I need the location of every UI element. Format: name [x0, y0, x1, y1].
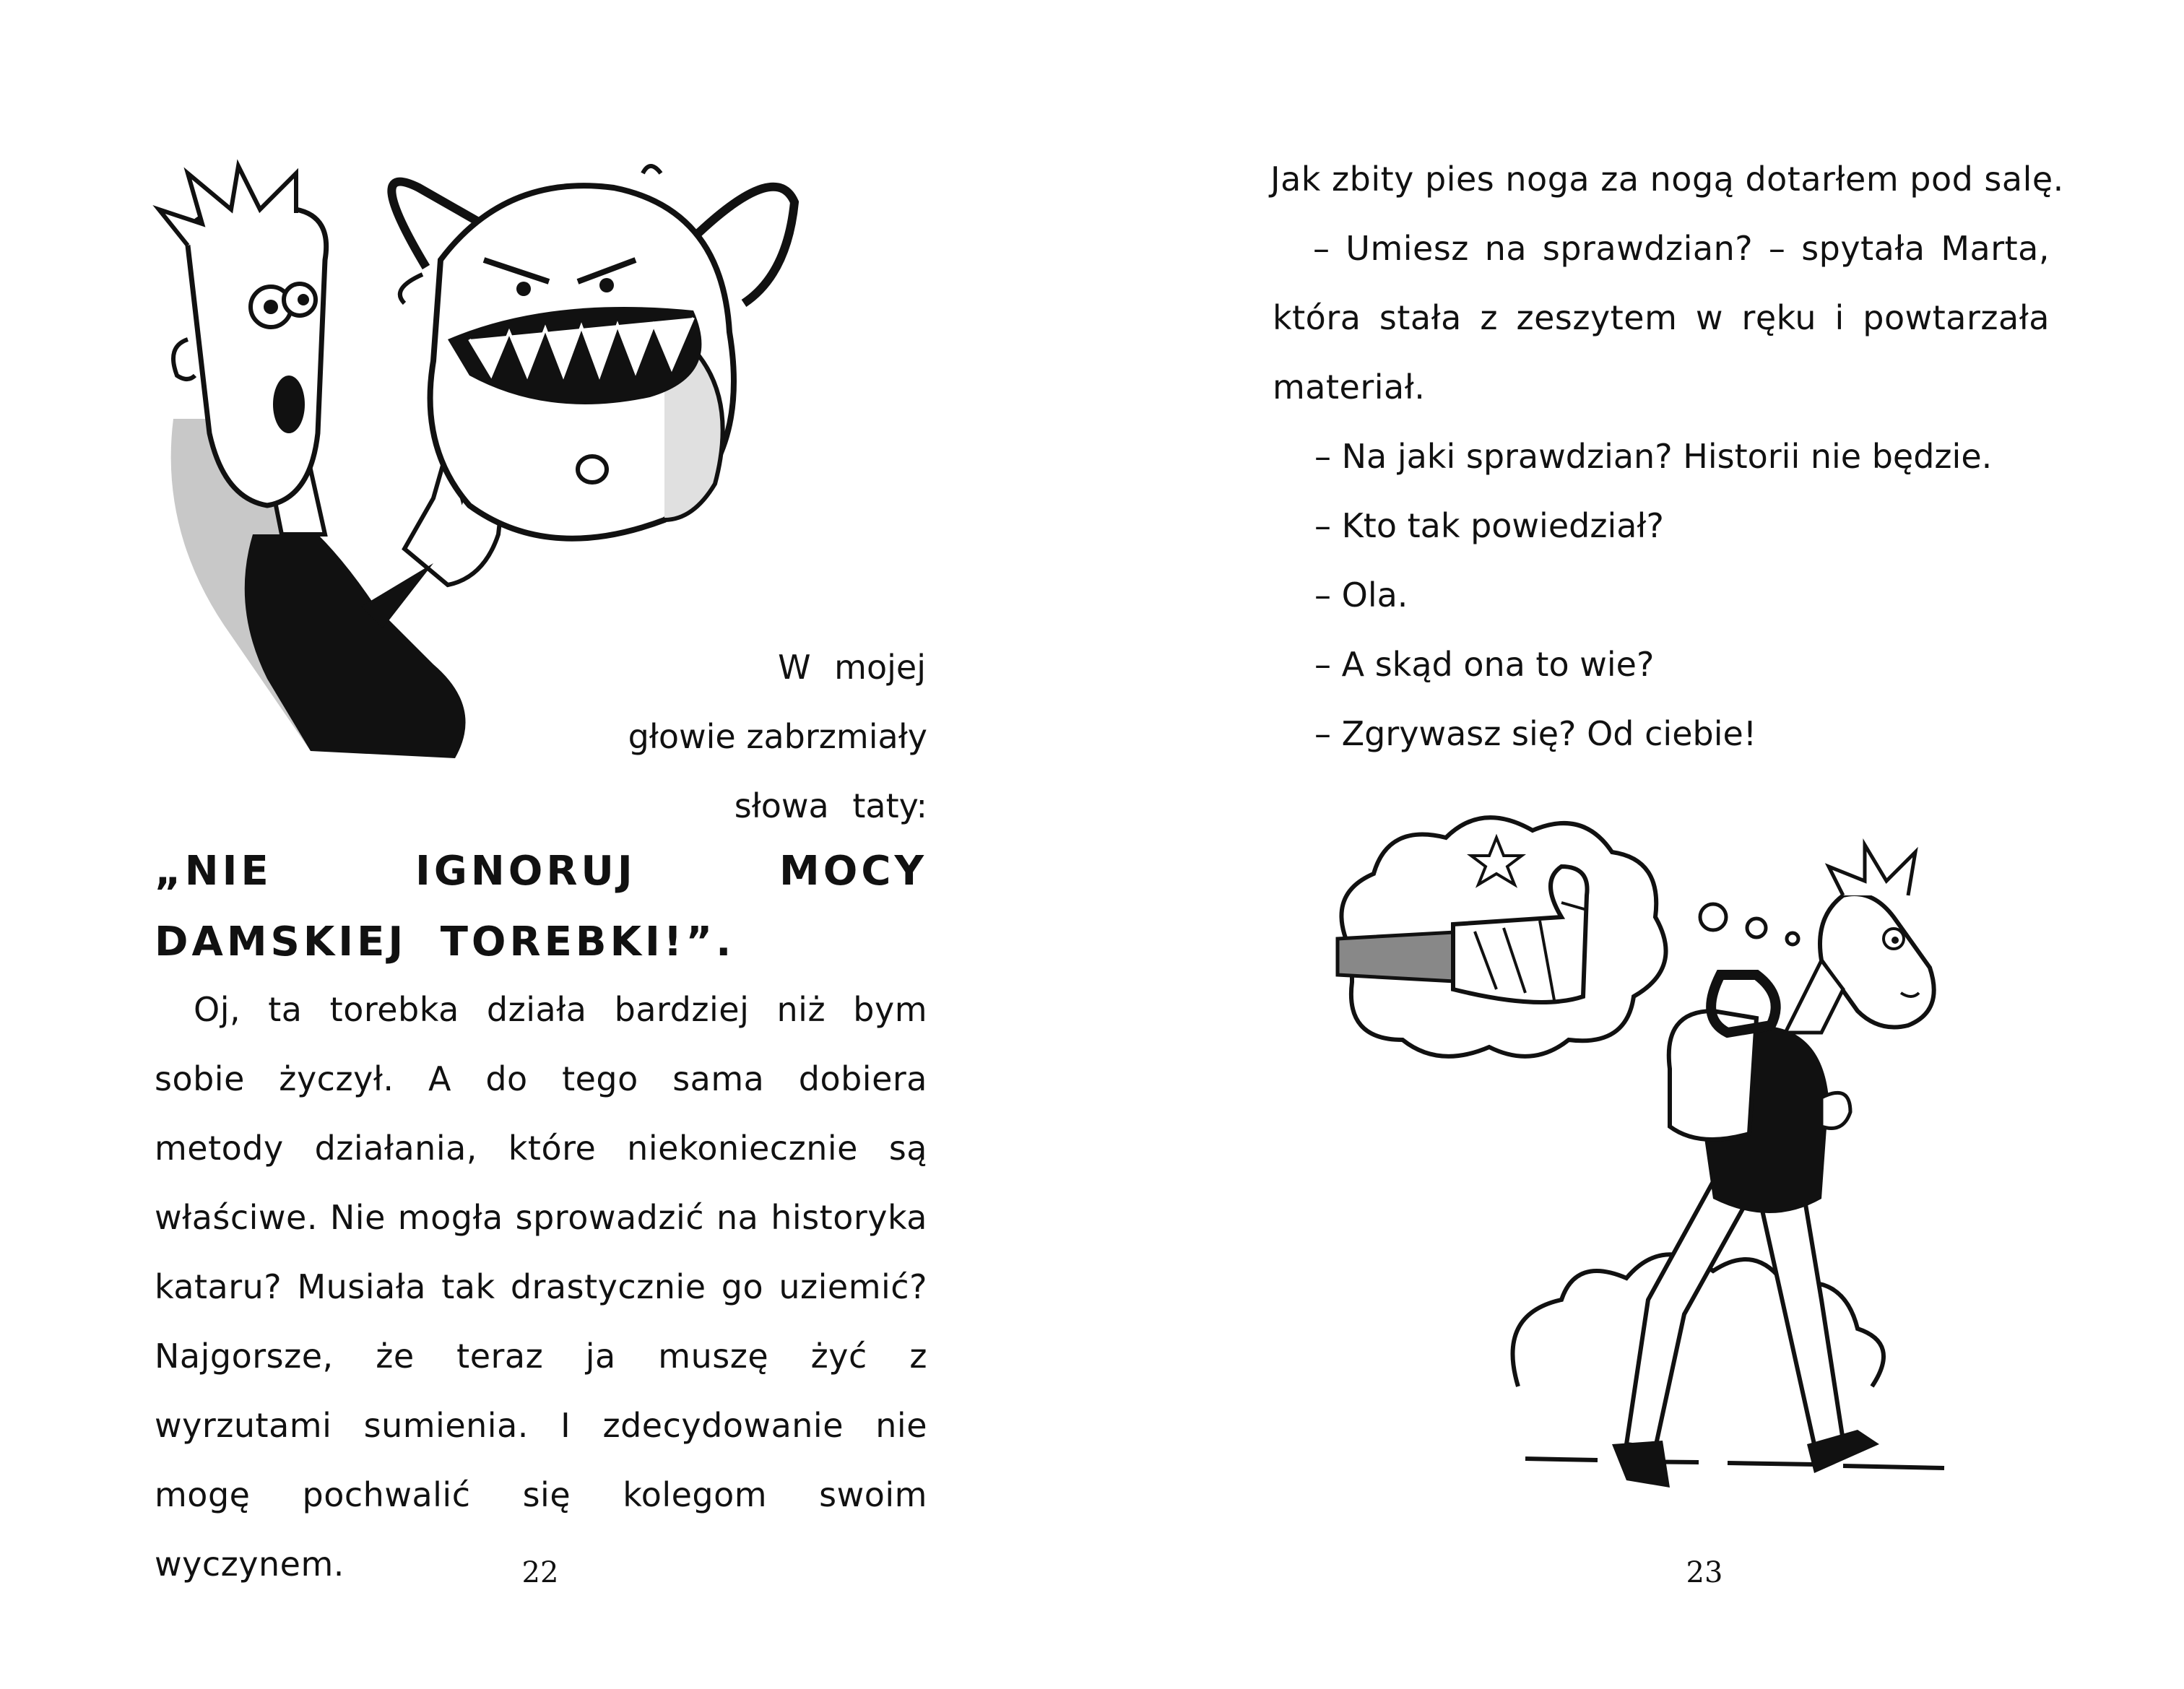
- dialogue-line-5: – Zgrywasz się? Od ciebie!: [1314, 714, 1757, 753]
- dialogue-line-3: – Ola.: [1314, 576, 1408, 615]
- body-paragraph: Oj, ta torebka działa bardziej niż bym sobie życzył. A do tego sama dobiera metody działania, które niekoniecznie są właściwe. Nie mogła sprowadzić na historyka kataru? Musiała tak drastycznie go uziemić? Najgorsze, że teraz ja muszę żyć z wyrzutami sumienia. I zdecydowanie nie mogę pochwalić się kolegom swoim wyczynem.: [155, 990, 927, 1584]
- opening-line: Jak zbity pies noga za nogą dotarłem pod salę.: [1270, 160, 2064, 199]
- quote-heading: „NIE IGNORUJ MOCY DAMSKIEJ TOREBKI!”.: [155, 848, 927, 965]
- page-number: 22: [521, 1556, 559, 1589]
- right-page: [1092, 0, 2184, 1689]
- intro-line-2: głowie zabrzmiały: [628, 717, 927, 756]
- page-number: 23: [1686, 1556, 1723, 1589]
- dialogue-marta: – Umiesz na sprawdzian? – spytała Marta, która stała z zeszytem w ręku i powtarzała materiał.: [1273, 229, 2050, 407]
- intro-line-1: W mojej: [778, 648, 926, 687]
- dialogue-line-1: – Na jaki sprawdzian? Historii nie będzie.: [1314, 437, 1993, 476]
- dialogue-line-4: – A skąd ona to wie?: [1314, 645, 1655, 684]
- dialogue-line-2: – Kto tak powiedział?: [1314, 506, 1664, 545]
- walking-boy-illustration: [1323, 794, 2060, 1516]
- intro-line-3: słowa taty:: [734, 786, 927, 825]
